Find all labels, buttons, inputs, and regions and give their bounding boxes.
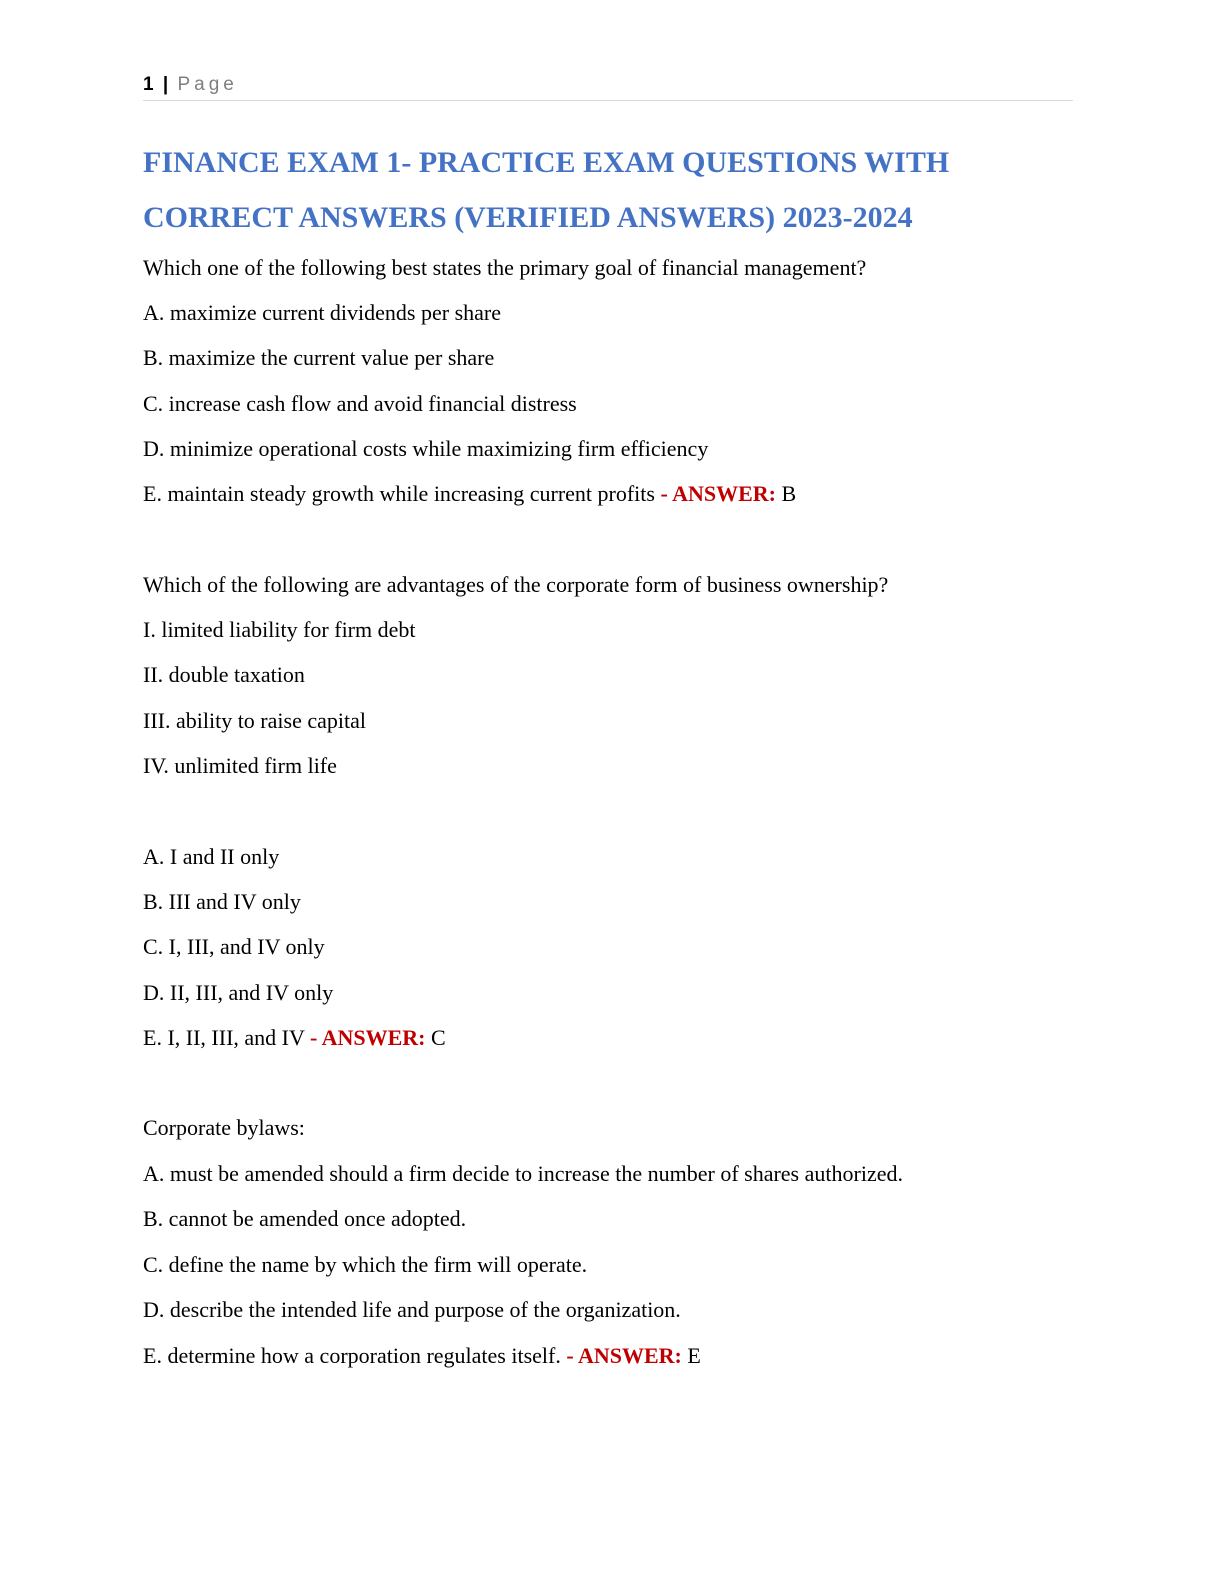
question-2-option-c: C. I, III, and IV only xyxy=(143,934,325,959)
question-1-option-c: C. increase cash flow and avoid financial distress xyxy=(143,391,577,416)
page-number: 1 xyxy=(143,74,154,95)
question-1-option-e: E. maintain steady growth while increasing current profits xyxy=(143,481,655,506)
question-3-prompt: Corporate bylaws: xyxy=(143,1115,305,1140)
question-2-statement-2: II. double taxation xyxy=(143,662,305,687)
question-3-answer: E xyxy=(687,1343,701,1368)
question-2-option-e-line xyxy=(143,1023,446,1053)
question-3-option-b: B. cannot be amended once adopted. xyxy=(143,1206,467,1231)
question-3-option-e-line xyxy=(143,1341,701,1371)
page-header xyxy=(143,72,1073,101)
question-1-option-d: D. minimize operational costs while maximizing firm efficiency xyxy=(143,436,709,461)
question-2-option-b: B. III and IV only xyxy=(143,889,301,914)
question-2-statement-3: III. ability to raise capital xyxy=(143,708,366,733)
document-title xyxy=(143,135,1093,245)
question-3-option-d: D. describe the intended life and purpose of the organization. xyxy=(143,1297,681,1322)
question-1-option-a: A. maximize current dividends per share xyxy=(143,300,501,325)
question-2-answer: C xyxy=(431,1025,446,1050)
answer-label: - ANSWER: xyxy=(660,481,776,506)
header-separator: | xyxy=(162,74,169,95)
question-2-statement-1: I. limited liability for firm debt xyxy=(143,617,416,642)
question-1-option-b: B. maximize the current value per share xyxy=(143,345,495,370)
question-1-option-e-line xyxy=(143,479,796,509)
title-line-1: FINANCE EXAM 1- PRACTICE EXAM QUESTIONS WITH xyxy=(143,146,950,179)
question-1-prompt: Which one of the following best states the primary goal of financial management? xyxy=(143,255,867,280)
question-3-option-c: C. define the name by which the firm will operate. xyxy=(143,1252,588,1277)
question-3-option-e: E. determine how a corporation regulates itself. xyxy=(143,1343,561,1368)
question-2-option-a: A. I and II only xyxy=(143,844,280,869)
question-1-answer: B xyxy=(781,481,797,506)
question-2-prompt: Which of the following are advantages of the corporate form of business ownership? xyxy=(143,572,889,597)
question-2-option-e: E. I, II, III, and IV xyxy=(143,1025,305,1050)
title-line-2: CORRECT ANSWERS (VERIFIED ANSWERS) 2023-2024 xyxy=(143,201,913,234)
question-2-option-d: D. II, III, and IV only xyxy=(143,980,334,1005)
page-label: Page xyxy=(177,74,238,95)
question-3-option-a: A. must be amended should a firm decide to increase the number of shares authorized. xyxy=(143,1161,903,1186)
question-2-statement-4: IV. unlimited firm life xyxy=(143,753,337,778)
answer-label: - ANSWER: xyxy=(309,1025,426,1050)
answer-label: - ANSWER: xyxy=(566,1343,682,1368)
